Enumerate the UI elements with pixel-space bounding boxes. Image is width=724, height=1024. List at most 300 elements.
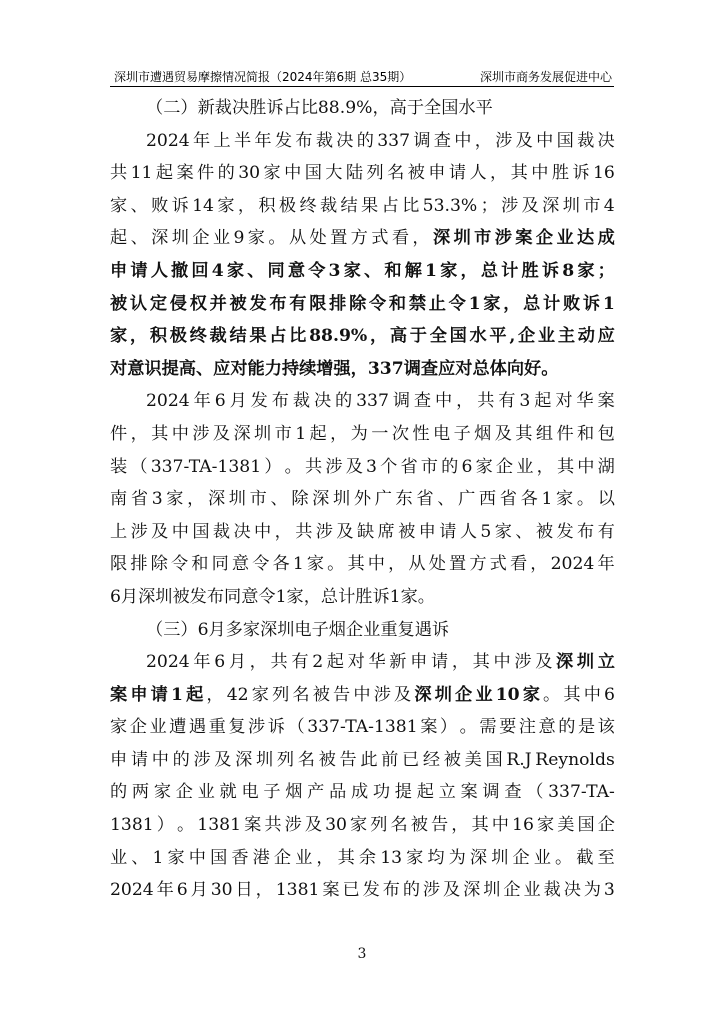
text-glyph: 2024 (146, 652, 190, 673)
text-glyph: 家 (247, 228, 265, 249)
text-glyph: 结 (340, 195, 358, 216)
text-glyph: 的 (335, 391, 353, 412)
text-glyph: 裁 (577, 130, 595, 151)
text-glyph: ， (503, 293, 521, 314)
text-glyph: 家 (153, 782, 172, 803)
text-glyph: 权 (189, 293, 207, 314)
text-glyph: 4 (603, 195, 615, 216)
text-glyph: ， (388, 554, 406, 575)
text-glyph: 深 (542, 195, 560, 216)
text-glyph: 共 (295, 521, 313, 542)
text-glyph: 的 (558, 717, 576, 738)
text-glyph: 的 (356, 130, 374, 151)
text-line (110, 157, 615, 190)
text-glyph: 前 (381, 749, 399, 770)
text-glyph: 及 (494, 423, 512, 444)
text-glyph: 337-TA-1381 (150, 456, 262, 477)
text-glyph: 列 (272, 684, 290, 705)
text-glyph: 3 (151, 489, 163, 510)
text-glyph: 件 (197, 163, 215, 184)
text-glyph: ， (490, 163, 508, 184)
text-glyph: 2024 (146, 391, 190, 412)
text-glyph: 企 (503, 880, 521, 901)
text-glyph: 国 (210, 847, 228, 868)
text-glyph: ） (156, 815, 174, 836)
text-glyph: ， (187, 489, 205, 510)
text-glyph: 起 (155, 163, 174, 184)
text-glyph: 名 (387, 163, 405, 184)
text-glyph: , (509, 326, 516, 347)
text-glyph: 6 (214, 391, 226, 412)
text-glyph: 家 (217, 195, 235, 216)
text-glyph: 令 (308, 260, 326, 281)
text-glyph: ， (237, 195, 256, 216)
text-glyph: 企 (175, 782, 193, 803)
text-glyph: 深 (151, 228, 169, 249)
text-glyph: 的 (441, 456, 459, 477)
text-glyph: 年 (193, 652, 211, 673)
text-glyph: 回 (191, 260, 209, 281)
text-glyph: 市 (474, 228, 492, 249)
text-glyph: 国 (485, 749, 503, 770)
text-glyph: 圳 (333, 489, 351, 510)
text-glyph: 美 (557, 815, 575, 836)
text-glyph: 日 (235, 880, 253, 901)
text-glyph: 家 (343, 260, 361, 281)
text-glyph: 有 (597, 521, 615, 542)
text-glyph: 深 (463, 880, 481, 901)
text-glyph: 解 (404, 260, 422, 281)
text-glyph: 性 (412, 423, 430, 444)
text-glyph: 涉 (514, 652, 532, 673)
text-glyph: 3 (328, 260, 341, 281)
text-glyph: 涉 (192, 423, 210, 444)
text-glyph: 提 (394, 782, 412, 803)
text-glyph: 至 (597, 847, 615, 868)
text-line (110, 451, 615, 484)
text-glyph: 家 (110, 326, 128, 347)
text-glyph: 已 (402, 749, 420, 770)
text-glyph: 告 (333, 684, 351, 705)
text-glyph: R.J (506, 749, 532, 770)
text-glyph: 比 (402, 195, 420, 216)
text-glyph: 及 (521, 195, 539, 216)
text-glyph: 对 (347, 652, 365, 673)
section-heading (110, 614, 615, 647)
text-glyph: 及 (151, 521, 169, 542)
text-glyph: 高 (389, 326, 408, 347)
text-glyph: 4 (211, 260, 224, 281)
text-glyph: 定 (149, 293, 168, 314)
text-glyph: 5 (480, 521, 492, 542)
text-glyph: 积 (149, 326, 168, 347)
text-glyph: 西 (478, 489, 497, 510)
text-glyph: 应 (597, 326, 615, 347)
text-glyph: 遭 (169, 717, 187, 738)
text-glyph: （ (287, 717, 305, 738)
text-glyph: 业 (523, 880, 541, 901)
text-glyph: 名 (297, 749, 315, 770)
text-glyph: ， (206, 684, 224, 705)
text-glyph: 3 (603, 880, 615, 901)
text-glyph: 水 (469, 326, 487, 347)
text-glyph: 子 (263, 782, 281, 803)
text-glyph: 和 (384, 260, 402, 281)
text-glyph: 意 (231, 554, 250, 575)
text-glyph: 败 (151, 195, 169, 216)
text-glyph: 被 (443, 749, 461, 770)
text-glyph: ， (474, 130, 492, 151)
text-glyph: 裁 (212, 521, 231, 542)
text-glyph: 申 (418, 521, 436, 542)
text-glyph: 各 (520, 489, 538, 510)
text-glyph: 计 (543, 293, 561, 314)
text-glyph: 除 (291, 489, 309, 510)
text-glyph: 案 (597, 391, 615, 412)
text-glyph: 列 (276, 749, 295, 770)
text-glyph: 其 (337, 847, 355, 868)
text-segment: （二）新裁决胜诉占比88.9%，高于全国水平 (146, 98, 493, 118)
text-glyph: 省 (499, 489, 517, 510)
text-line (110, 809, 615, 842)
text-glyph: 年 (156, 880, 174, 901)
text-glyph: 家 (226, 260, 245, 281)
text-glyph: 次 (391, 423, 410, 444)
text-glyph: 为 (448, 847, 466, 868)
text-glyph: 中 (577, 456, 595, 477)
text-glyph: ， (456, 391, 474, 412)
text-glyph: 两 (131, 782, 150, 803)
text-glyph: 起 (309, 423, 327, 444)
text-glyph: 被 (110, 293, 128, 314)
text-glyph: 有 (498, 391, 516, 412)
text-glyph: 请 (130, 260, 148, 281)
text-glyph: 年 (193, 130, 211, 151)
text-glyph: 。 (177, 815, 195, 836)
text-glyph: 共 (270, 652, 288, 673)
text-glyph: 中 (254, 521, 272, 542)
text-glyph: 市 (249, 489, 267, 510)
text-glyph: 其 (563, 684, 581, 705)
text-glyph: ， (460, 260, 478, 281)
text-glyph: 家 (494, 521, 512, 542)
text-glyph: 装 (110, 456, 128, 477)
text-glyph: 美 (464, 749, 482, 770)
text-glyph: 意 (538, 717, 556, 738)
text-glyph: 请 (439, 521, 457, 542)
text-glyph: 复 (228, 717, 246, 738)
text-line (110, 385, 615, 418)
text-glyph: 13 (380, 847, 403, 868)
text-glyph: 上 (213, 130, 231, 151)
text-glyph: 布 (269, 293, 287, 314)
text-glyph: 胜 (521, 260, 539, 281)
text-glyph: 月 (229, 391, 247, 412)
text-glyph: 限 (110, 554, 128, 575)
text-glyph: 10 (495, 684, 520, 705)
text-glyph: 和 (577, 423, 595, 444)
text-line (110, 842, 615, 875)
text-glyph: 新 (389, 652, 407, 673)
text-glyph: 中 (536, 130, 554, 151)
text-glyph: 国 (192, 521, 210, 542)
text-glyph: 调 (482, 782, 500, 803)
text-glyph: 请 (130, 749, 149, 770)
text-glyph: 有 (289, 293, 307, 314)
text-glyph: 涉 (248, 717, 266, 738)
text-glyph: 的 (172, 749, 190, 770)
text-line (110, 516, 615, 549)
text-glyph: 告 (339, 749, 357, 770)
text-glyph: 意 (287, 260, 306, 281)
text-glyph: 及 (535, 652, 553, 673)
text-glyph: 品 (329, 782, 347, 803)
text-glyph: 圳 (562, 195, 580, 216)
text-glyph: ， (451, 815, 469, 836)
text-segment: 6月深圳被发布同意令1家，总计胜诉1家。 (110, 586, 435, 607)
document-body (110, 92, 615, 907)
text-glyph: 1 (541, 489, 553, 510)
text-glyph: 88.9% (309, 326, 368, 347)
text-glyph: 中 (583, 684, 601, 705)
text-glyph: 。 (284, 456, 302, 477)
text-glyph: 、 (270, 489, 288, 510)
text-line (110, 581, 615, 614)
text-glyph: 起 (416, 782, 434, 803)
text-glyph: 比 (289, 326, 307, 347)
text-glyph: 对 (555, 391, 573, 412)
text-glyph: 6 (176, 880, 188, 901)
text-glyph: 深 (432, 228, 451, 249)
text-glyph: 深 (312, 489, 330, 510)
text-glyph: 东 (395, 489, 413, 510)
text-glyph: 认 (129, 293, 148, 314)
text-glyph: 广 (458, 489, 476, 510)
text-glyph: 企 (273, 847, 292, 868)
text-glyph: 此 (360, 749, 378, 770)
text-glyph: 企 (518, 326, 536, 347)
text-glyph: 告 (431, 815, 449, 836)
text-glyph: 家 (406, 847, 424, 868)
text-glyph: 就 (219, 782, 237, 803)
text-line (110, 190, 615, 223)
text-glyph: 果 (361, 195, 379, 216)
text-glyph: 2024 (110, 880, 154, 901)
text-glyph: 要 (499, 717, 517, 738)
text-glyph: 及 (394, 684, 412, 705)
text-glyph: 被 (535, 521, 554, 542)
text-glyph: 337-TA-1381 (307, 717, 418, 738)
text-glyph: 积 (258, 195, 276, 216)
text-glyph: ， (330, 423, 348, 444)
text-glyph: ， (412, 228, 430, 249)
text-glyph: 2024 (550, 554, 595, 575)
text-glyph: 查 (413, 391, 432, 412)
text-glyph: 1 (425, 260, 437, 281)
text-glyph: 业 (110, 847, 128, 868)
text-glyph: 布 (382, 880, 400, 901)
text-glyph: 截 (576, 847, 594, 868)
text-glyph: 起 (186, 684, 204, 705)
text-glyph: 案 (460, 782, 478, 803)
text-glyph: 企 (455, 684, 473, 705)
text-glyph: 诉 (541, 260, 560, 281)
text-glyph: 、 (247, 260, 265, 281)
text-glyph: 家 (306, 554, 325, 575)
text-glyph: 圳 (228, 489, 246, 510)
text-glyph: 成 (350, 782, 369, 803)
text-glyph: 缺 (356, 521, 375, 542)
text-glyph: 广 (374, 489, 392, 510)
text-glyph: 家 (440, 260, 458, 281)
text-glyph: 已 (342, 880, 360, 901)
text-glyph: 动 (577, 326, 595, 347)
text-glyph: 被 (312, 684, 330, 705)
text-glyph: 人 (459, 521, 478, 542)
text-glyph: （ (526, 782, 544, 803)
text-glyph: 主 (557, 326, 576, 347)
text-glyph: 被 (398, 521, 416, 542)
text-glyph: 止 (428, 293, 446, 314)
text-glyph: 3 (366, 456, 377, 477)
text-glyph: 中 (531, 163, 549, 184)
text-glyph: 企 (597, 815, 615, 836)
text-glyph: 除 (150, 554, 168, 575)
text-segment: （三）6月多家深圳电子烟企业重复遇诉 (146, 619, 450, 640)
text-glyph: 市 (420, 456, 438, 477)
text-glyph: 决 (597, 130, 615, 151)
text-glyph: 圳 (254, 423, 272, 444)
text-glyph: 注 (518, 717, 536, 738)
text-glyph: ， (369, 326, 388, 347)
text-glyph: 1 (468, 293, 481, 314)
text-glyph: 共 (110, 163, 128, 184)
text-glyph: 共 (264, 815, 282, 836)
text-glyph: 被 (410, 815, 428, 836)
text-glyph: 2024 (146, 130, 190, 151)
text-glyph: 大 (325, 163, 343, 184)
text-glyph: 中 (493, 652, 511, 673)
text-glyph: 侵 (169, 293, 187, 314)
text-glyph: 业 (197, 782, 215, 803)
text-glyph: 国 (556, 130, 574, 151)
text-glyph: 1 (602, 293, 615, 314)
text-glyph: 省 (416, 489, 434, 510)
text-glyph: 申 (110, 749, 128, 770)
text-glyph: 列 (366, 163, 384, 184)
text-glyph: 1 (170, 684, 183, 705)
text-glyph: 家 (166, 489, 184, 510)
text-glyph: 业 (475, 684, 493, 705)
text-glyph: 从 (408, 554, 426, 575)
text-glyph: 。 (327, 554, 345, 575)
text-glyph: 余 (358, 847, 377, 868)
text-glyph: 同 (211, 554, 229, 575)
text-glyph: 业 (149, 717, 167, 738)
text-glyph: 16 (593, 163, 615, 184)
text-glyph: 、 (364, 260, 382, 281)
text-glyph: 涉 (315, 521, 333, 542)
text-glyph: 企 (129, 717, 147, 738)
text-glyph: 业 (516, 456, 534, 477)
text-glyph: 撤 (171, 260, 189, 281)
section-heading (110, 92, 615, 125)
text-glyph: 、 (130, 195, 148, 216)
text-glyph: 外 (353, 489, 372, 510)
text-glyph: 企 (495, 456, 514, 477)
text-glyph: 是 (577, 717, 596, 738)
text-glyph: 子 (453, 423, 471, 444)
text-glyph: 家 (167, 847, 185, 868)
text-glyph: 的 (110, 782, 128, 803)
text-glyph: 337-TA- (548, 782, 615, 803)
text-glyph: 家 (483, 293, 501, 314)
text-glyph: 立 (597, 652, 615, 673)
text-glyph: 业 (533, 847, 551, 868)
text-glyph: 除 (349, 293, 367, 314)
text-glyph: 中 (353, 684, 371, 705)
text-glyph: 湖 (597, 456, 615, 477)
text-glyph: 业 (212, 228, 231, 249)
text-glyph: 请 (448, 163, 467, 184)
text-glyph: 及 (345, 456, 363, 477)
text-glyph: 。 (268, 228, 286, 249)
text-glyph: 和 (388, 293, 407, 314)
text-glyph: 方 (350, 228, 368, 249)
text-glyph: ， (129, 326, 148, 347)
text-glyph: ， (316, 847, 334, 868)
text-glyph: 名 (390, 815, 408, 836)
text-glyph: 需 (479, 717, 497, 738)
text-line (110, 776, 615, 809)
text-glyph: 该 (597, 717, 615, 738)
text-glyph: 中 (171, 423, 189, 444)
text-glyph: 置 (449, 554, 467, 575)
text-glyph: 极 (278, 195, 297, 216)
text-glyph: 涉 (501, 195, 519, 216)
text-glyph: 裁 (315, 130, 334, 151)
text-glyph: 占 (381, 195, 399, 216)
text-glyph: 各 (272, 554, 290, 575)
text-glyph: 、 (437, 489, 455, 510)
text-glyph: 成 (597, 228, 615, 249)
text-glyph: 令 (252, 554, 270, 575)
text-glyph: 一 (371, 423, 389, 444)
text-glyph: 1381 (197, 815, 242, 836)
text-glyph: 30 (325, 815, 347, 836)
text-glyph: 列 (370, 815, 388, 836)
text-glyph: 中 (171, 521, 189, 542)
text-glyph: 遇 (188, 717, 207, 738)
text-glyph: ， (530, 554, 548, 575)
text-glyph: 深 (414, 684, 432, 705)
text-glyph: 其 (510, 163, 528, 184)
text-glyph: 2 (312, 652, 324, 673)
text-glyph: 的 (217, 163, 235, 184)
text-glyph: 年 (193, 391, 211, 412)
text-glyph: 及 (515, 130, 533, 151)
text-glyph: 结 (229, 326, 247, 347)
text-glyph: 深 (207, 489, 226, 510)
text-glyph: 果 (249, 326, 267, 347)
text-glyph: 中 (284, 163, 302, 184)
text-glyph: 企 (512, 847, 530, 868)
text-glyph: 重 (208, 717, 226, 738)
text-glyph: 禁 (408, 293, 427, 314)
text-glyph: 。 (543, 684, 561, 705)
text-glyph: ， (536, 456, 554, 477)
text-glyph: ， (274, 521, 292, 542)
